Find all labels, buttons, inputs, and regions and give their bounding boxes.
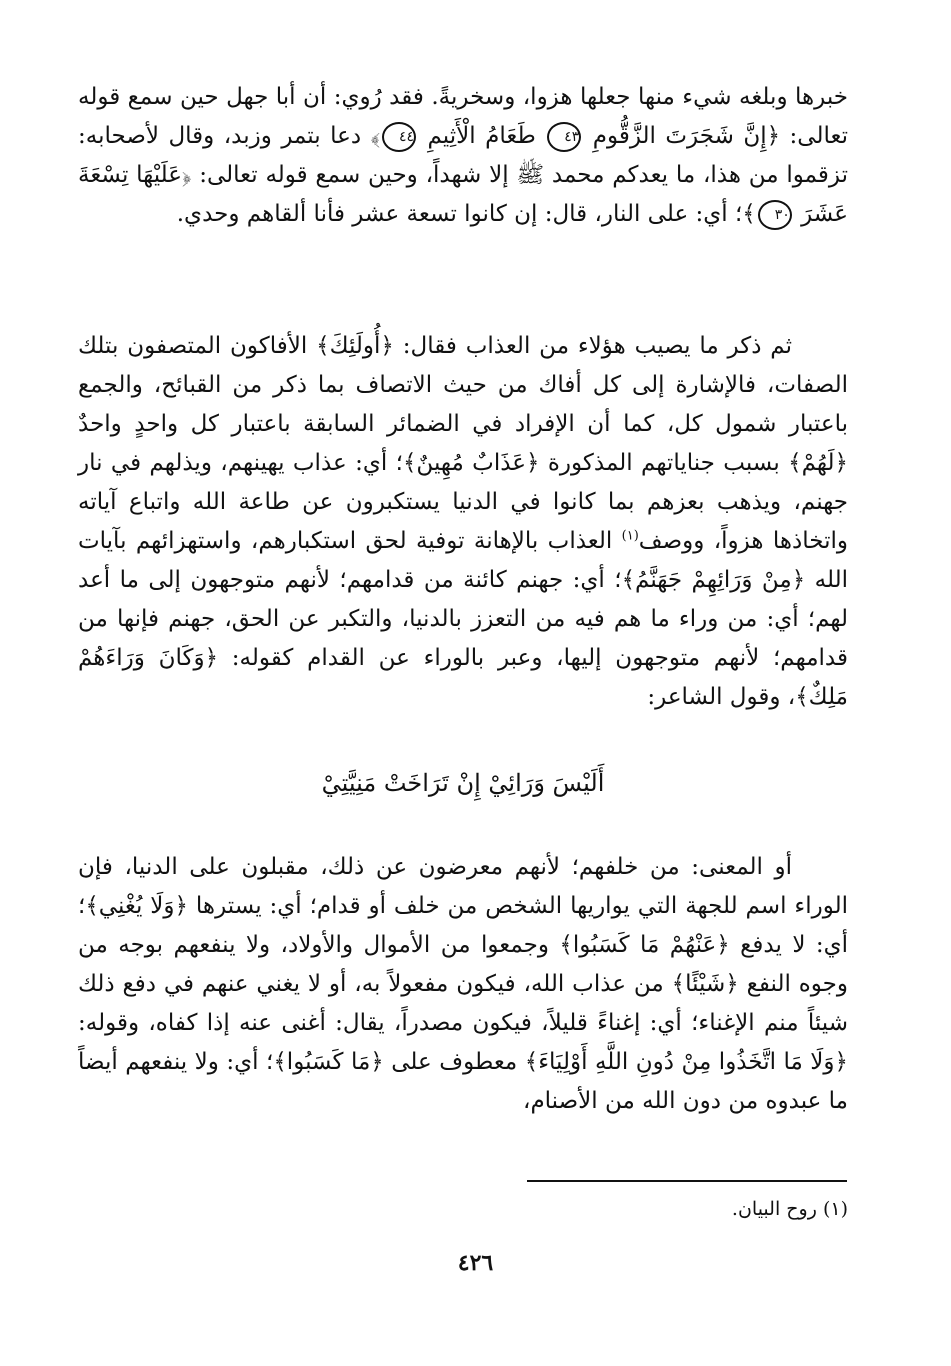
footnote-divider — [527, 1180, 847, 1182]
footnote-text: روح البيان. — [731, 1198, 817, 1220]
text-segment: ثم ذكر ما يصيب هؤلاء من العذاب فقال: — [393, 333, 792, 359]
ayah-number-marker: ٤٣ — [547, 122, 581, 152]
quran-quote: ﴿لَهُمْ﴾ — [788, 450, 848, 476]
text-segment: ؛ أي: جهنم كائنة من قدامهم؛ لأنهم متوجهون إلى ما أعد لهم؛ أي: من وراء ما هم فيه من التعزز بالدنيا، والتكبر عن الحق، جهنم فإنها من قدامهم؛ لأنهم متوجهون إليها، وعبر بالوراء عن القدام كقوله: — [78, 567, 848, 671]
quran-quote: ﴿وَكَانَ وَرَاءَهُمْ مَلِكٌ﴾ — [78, 645, 848, 710]
text-segment: ؛ أي: على النار، قال: إن كانوا تسعة عشر فأنا ألقاهم وحدي. — [176, 201, 743, 227]
quran-quote: ﴿مِنْ وَرَائِهِمْ جَهَنَّمُ﴾ — [621, 567, 806, 593]
text-segment: من عذاب الله، فيكون مفعولاً به، أو لا يغني عنهم في دفع ذلك شيئاً منم الإغناء؛ أي: إغناءً قليلاً، فيكون مصدراً، يقال: أغنى عنه إذا كفاه، وقوله: — [78, 971, 848, 1036]
text-segment: الأفاكون المتصفون بتلك الصفات، فالإشارة إلى كل أفاك من حيث الاتصاف بما ذكر من القبائح، والجمع باعتبار شمول كل، كما أن الإفراد في الضمائر السابقة باعتبار كل واحدٍ واحدٌ — [78, 333, 848, 437]
quran-bracket: ﴾ — [370, 123, 381, 149]
text-segment: وجمعوا من الأموال والأولاد، ولا ينفعهم بوجه من وجوه النفع — [78, 932, 848, 997]
footnote — [732, 1196, 848, 1222]
poetry-verse: أَلَيْسَ وَرَائِيْ إِنْ تَرَاخَتْ مَنِيَّتِيْ — [321, 769, 605, 797]
text-segment: ؛ أي: لا يدفع — [78, 893, 848, 958]
text-segment: دعا بتمر وزبد، وقال لأصحابه: تزقموا من هذا، ما يعدكم محمد ﷺ إلا شهداً، وحين سمع قوله تعالى: — [78, 123, 848, 188]
quran-quote: ﴿عَلَيْهَا تِسْعَةَ عَشَرَ — [78, 162, 848, 227]
text-segment: أو المعنى: من خلفهم؛ لأنهم معرضون عن ذلك، مقبلون على الدنيا، فإن الوراء اسم للجهة التي يواريها الشخص من خلف أو قدام؛ أي: يسترها — [78, 854, 848, 919]
quran-quote: ﴿وَلَا مَا اتَّخَذُوا مِنْ دُونِ اللَّهِ أَوْلِيَاءَ﴾ — [524, 1049, 848, 1075]
text-segment: العذاب بالإهانة توفية لحق استكبارهم، واستهزائهم بآيات الله — [78, 528, 848, 593]
quran-quote: ﴿أُولَئِكَ﴾ — [316, 333, 394, 359]
footnote-marker: (١) — [822, 1198, 848, 1220]
quran-quote: ﴿عَذَابٌ مُهِينٌ﴾ — [402, 450, 540, 476]
quran-quote: ﴿عَنْهُمْ مَا كَسَبُوا﴾ — [559, 932, 730, 958]
text-segment: ، وقول الشاعر: — [647, 684, 796, 710]
text-segment: بسبب جناياتهم المذكورة — [539, 450, 789, 476]
paragraph-2 — [78, 327, 848, 717]
quran-quote: طَعَامُ الْأَثِيمِ — [427, 123, 536, 149]
footnote-reference[interactable]: (١) — [621, 528, 639, 544]
text-segment: ؛ أي: عذاب يهينهم، ويذلهم في نار جهنم، ويذهب بعزهم بما كانوا في الدنيا يستكبرون عن طاعة الله واتباع آياته واتخاذها هزواً، ووصف — [78, 450, 848, 554]
quran-quote: ﴿شَيْئًا﴾ — [671, 971, 739, 997]
quran-quote: ﴿إِنَّ شَجَرَتَ الزَّقُّومِ — [592, 123, 781, 149]
quran-bracket: ﴾ — [742, 201, 756, 227]
page-number: ٤٢٦ — [457, 1250, 494, 1276]
quran-quote: ﴿وَلَا يُغْنِي﴾ — [85, 893, 189, 919]
quran-quote: ﴿مَا كَسَبُوا﴾ — [273, 1049, 384, 1075]
text-segment: خبرها وبلغه شيء منها جعلها هزوا، وسخريةً. فقد رُوي: أن أبا جهل حين سمع قوله تعالى: — [78, 84, 848, 149]
paragraph-1 — [78, 78, 848, 234]
ayah-number-marker: ٣٠ — [758, 200, 792, 230]
ayah-number-marker: ٤٤ — [382, 122, 416, 152]
paragraph-3 — [78, 848, 848, 1121]
text-segment: ؛ أي: ولا ينفعهم أيضاً ما عبدوه من دون الله من الأصنام، — [78, 1049, 848, 1114]
text-segment: معطوف على — [383, 1049, 525, 1075]
